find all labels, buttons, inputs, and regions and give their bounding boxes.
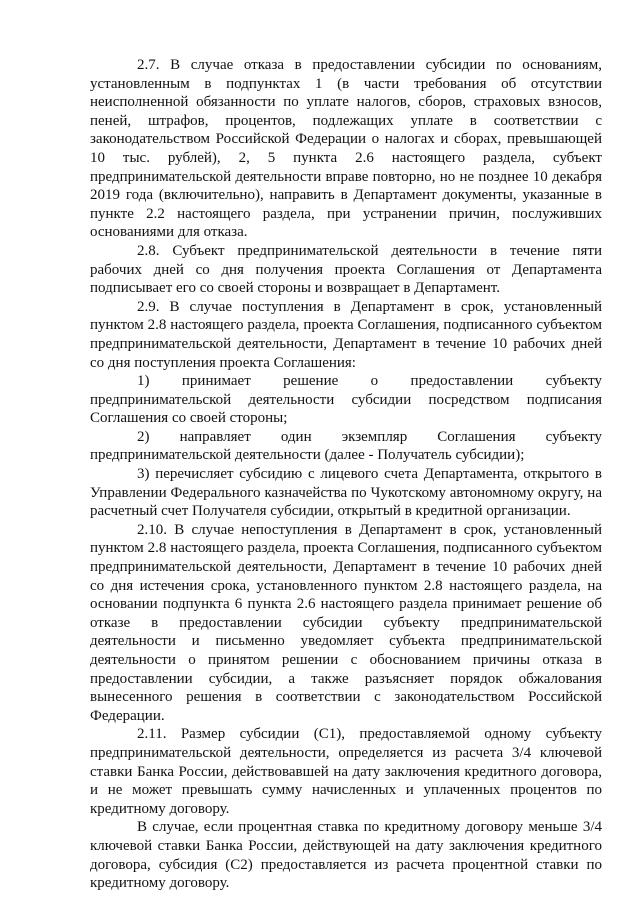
paragraph-2-7: 2.7. В случае отказа в предоставлении субсидии по основаниям, установленным в подпунктах 1 (в части требования об отсутствии неисполненной обязанности по уплате налогов, сборов, страховых взносов, пеней, штрафов, процентов, подлежащих уплате в соответствии с законодательством Российской Федерации о налогах и сборах, превышающей 10 тыс. рублей), 2, 5 пункта 2.6 настоящего раздела, субъект предпринимательской деятельности вправе повторно, но не позднее 10 декабря 2019 года (включительно), направить в Департамент документы, указанные в пункте 2.2 настоящего раздела, при устранении причин, послуживших основаниями для отказа. — [90, 57, 602, 241]
document-page — [90, 56, 602, 893]
paragraph-2-11-continued: В случае, если процентная ставка по кредитному договору меньше 3/4 ключевой ставки Банка России, действующей на дату заключения кредитного договора, субсидия (С2) предоставляется из расчета процентной ставки по кредитному договору. — [90, 819, 602, 892]
subitem-2-9-2: 2) направляет один экземпляр Соглашения субъекту предпринимательской деятельности (далее - Получатель субсидии); — [90, 428, 602, 464]
paragraph-2-8: 2.8. Субъект предпринимательской деятельности в течение пяти рабочих дней со дня получения проекта Соглашения от Департамента подписывает его со своей стороны и возвращает в Департамент. — [90, 242, 602, 297]
paragraph-2-10: 2.10. В случае непоступления в Департамент в срок, установленный пунктом 2.8 настоящего раздела, проекта Соглашения, подписанного субъектом предпринимательской деятельности, Департамент в течение 10 рабочих дней со дня истечения срока, установленного пунктом 2.8 настоящего раздела, на основании подпункта 6 пункта 2.6 настоящего раздела принимает решение об отказе в предоставлении субсидии субъекту предпринимательской деятельности и письменно уведомляет субъекта предпринимательской деятельности о принятом решении с обоснованием причины отказа в предоставлении субсидии, а также разъясняет порядок обжалования вынесенного решения в соответствии с законодательством Российской Федерации. — [90, 521, 602, 724]
paragraph-2-9: 2.9. В случае поступления в Департамент в срок, установленный пунктом 2.8 настоящего раздела, проекта Соглашения, подписанного субъектом предпринимательской деятельности, Департамент в течение 10 рабочих дней со дня поступления проекта Соглашения: — [90, 298, 602, 371]
subitem-2-9-3: 3) перечисляет субсидию с лицевого счета Департамента, открытого в Управлении Федерального казначейства по Чукотскому автономному округу, на расчетный счет Получателя субсидии, открытый в кредитной организации. — [90, 466, 602, 520]
subitem-2-9-1: 1) принимает решение о предоставлении субъекту предпринимательской деятельности субсидии посредством подписания Соглашения со своей стороны; — [90, 373, 602, 427]
paragraph-2-11: 2.11. Размер субсидии (С1), предоставляемой одному субъекту предпринимательской деятельности, определяется из расчета 3/4 ключевой ставки Банка России, действовавшей на дату заключения кредитного договора, и не может превышать сумму начисленных и уплаченных процентов по кредитному договору. — [90, 726, 602, 817]
